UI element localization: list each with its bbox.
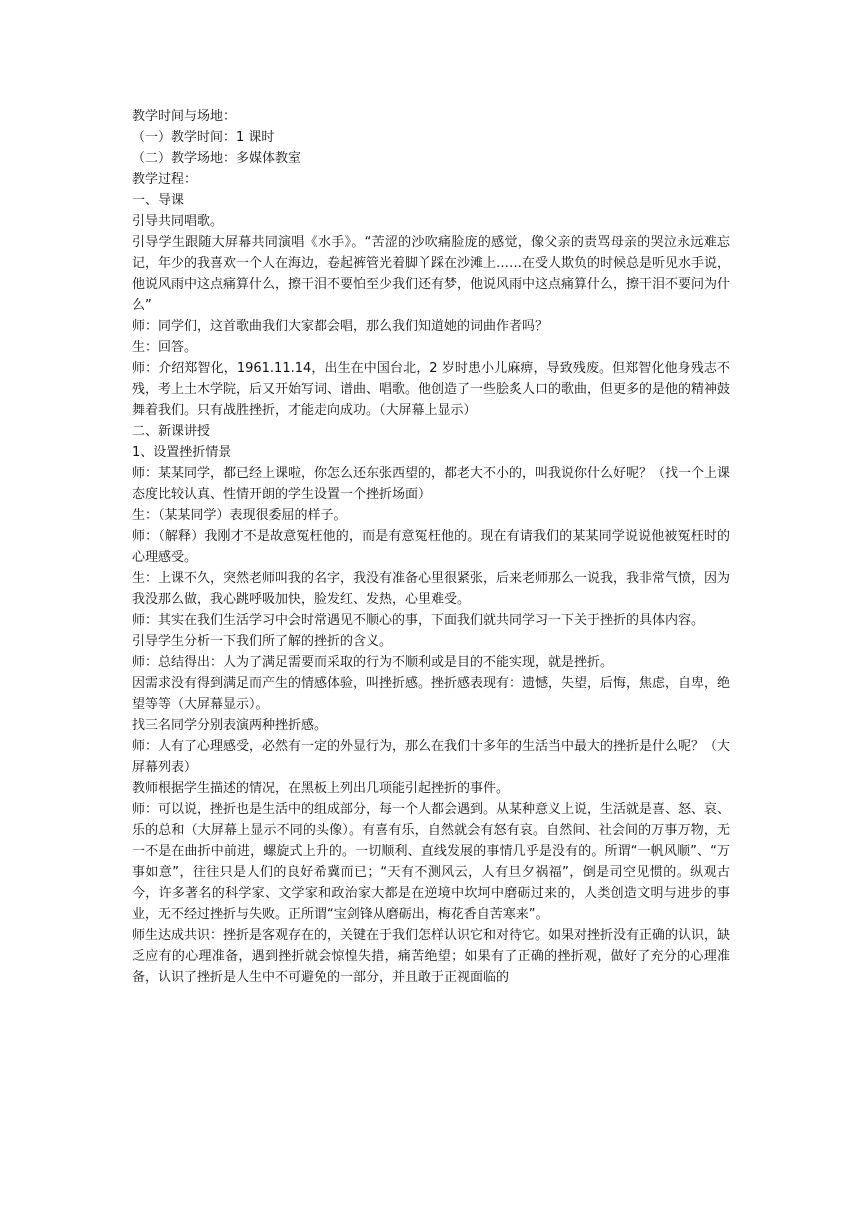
paragraph: 教师根据学生描述的情况，在黑板上列出几项能引起挫折的事件。 [132, 781, 510, 796]
paragraph: 师：介绍郑智化，1961.11.14，出生在中国台北，2 岁时患小儿麻痹，导致残废。但郑智化他身残志不残，考上土木学院，后又开始写词、谱曲、唱歌。他创造了一些脍炙人口的歌曲，但更多的是他的精神鼓舞着我们。只有战胜挫折，才能走向成功。（大屏幕上显示） [132, 361, 731, 418]
paragraph: 生：上课不久，突然老师叫我的名字，我没有准备心里很紧张，后来老师那么一说我，我非常气愤，因为我没那么做，我心跳呼吸加快，脸发红、发热，心里难受。 [132, 571, 731, 607]
paragraph: 师：人有了心理感受，必然有一定的外显行为，那么在我们十多年的生活当中最大的挫折是什么呢？（大屏幕列表） [132, 739, 731, 775]
paragraph: 师：总结得出：人为了满足需要而采取的行为不顺利或是目的不能实现，就是挫折。 [132, 655, 614, 670]
paragraph: 找三名同学分别表演两种挫折感。 [132, 718, 328, 733]
paragraph: 引导共同唱歌。 [132, 214, 224, 229]
paragraph: 师：可以说，挫折也是生活中的组成部分，每一个人都会遇到。从某种意义上说，生活就是喜、怒、哀、乐的总和（大屏幕上显示不同的头像）。有喜有乐，自然就会有怒有哀。自然间、社会间的万事万物，无一不是在曲折中前进，螺旋式上升的。一切顺利、直线发展的事情几乎是没有的。所谓“一帆风顺”、“万事如意”，往往只是人们的良好希冀而已；“天有不测风云，人有旦夕祸福”，倒是司空见惯的。纵观古今，许多著名的科学家、文学家和政治家大都是在逆境中坎坷中磨砺过来的，人类创造文明与进步的事业，无不经过挫折与失败。正所谓“宝剑锋从磨砺出，梅花香自苦寒来”。 [132, 802, 731, 922]
paragraph: 师：同学们，这首歌曲我们大家都会唱，那么我们知道她的词曲作者吗？ [132, 319, 549, 334]
paragraph: 生：（某某同学）表现很委屈的样子。 [132, 508, 347, 523]
paragraph: 教学过程： [132, 172, 198, 187]
paragraph: 因需求没有得到满足而产生的情感体验，叫挫折感。挫折感表现有：遗憾，失望，后悔，焦虑，自卑，绝望等等（大屏幕显示）。 [132, 676, 731, 712]
paragraph: 二、新课讲授 [132, 424, 211, 439]
paragraph: 1、设置挫折情景 [132, 445, 232, 460]
paragraph: 生：回答。 [132, 340, 198, 355]
paragraph: 师生达成共识：挫折是客观存在的，关键在于我们怎样认识它和对待它。如果对挫折没有正确的认识，缺乏应有的心理准备，遇到挫折就会惊惶失措，痛苦绝望；如果有了正确的挫折观，做好了充分的心理准备，认识了挫折是人生中不可避免的一部分，并且敢于正视面临的 [132, 928, 731, 985]
paragraph: （一）教学时间：1 课时 [132, 130, 275, 145]
paragraph: 引导学生跟随大屏幕共同演唱《水手》。“苦涩的沙吹痛脸庞的感觉，像父亲的责骂母亲的哭泣永远难忘记，年少的我喜欢一个人在海边，卷起裤管光着脚丫踩在沙滩上……在受人欺负的时候总是听见水手说，他说风雨中这点痛算什么，擦干泪不要怕至少我们还有梦，他说风雨中这点痛算什么，擦干泪不要问为什么” [132, 235, 731, 313]
paragraph: 教学时间与场地： [132, 109, 237, 124]
paragraph: 师：（解释）我刚才不是故意冤枉他的，而是有意冤枉他的。现在有请我们的某某同学说说他被冤枉时的心理感受。 [132, 529, 730, 565]
paragraph: 引导学生分析一下我们所了解的挫折的含义。 [132, 634, 393, 649]
document-page [132, 106, 730, 988]
paragraph: 一、导课 [132, 193, 185, 208]
paragraph: （二）教学场地：多媒体教室 [132, 151, 302, 166]
paragraph: 师：某某同学，都已经上课啦，你怎么还东张西望的，都老大不小的，叫我说你什么好呢？（找一个上课态度比较认真、性情开朗的学生设置一个挫折场面） [132, 466, 731, 502]
paragraph: 师：其实在我们生活学习中会时常遇见不顺心的事，下面我们就共同学习一下关于挫折的具体内容。 [132, 613, 705, 628]
